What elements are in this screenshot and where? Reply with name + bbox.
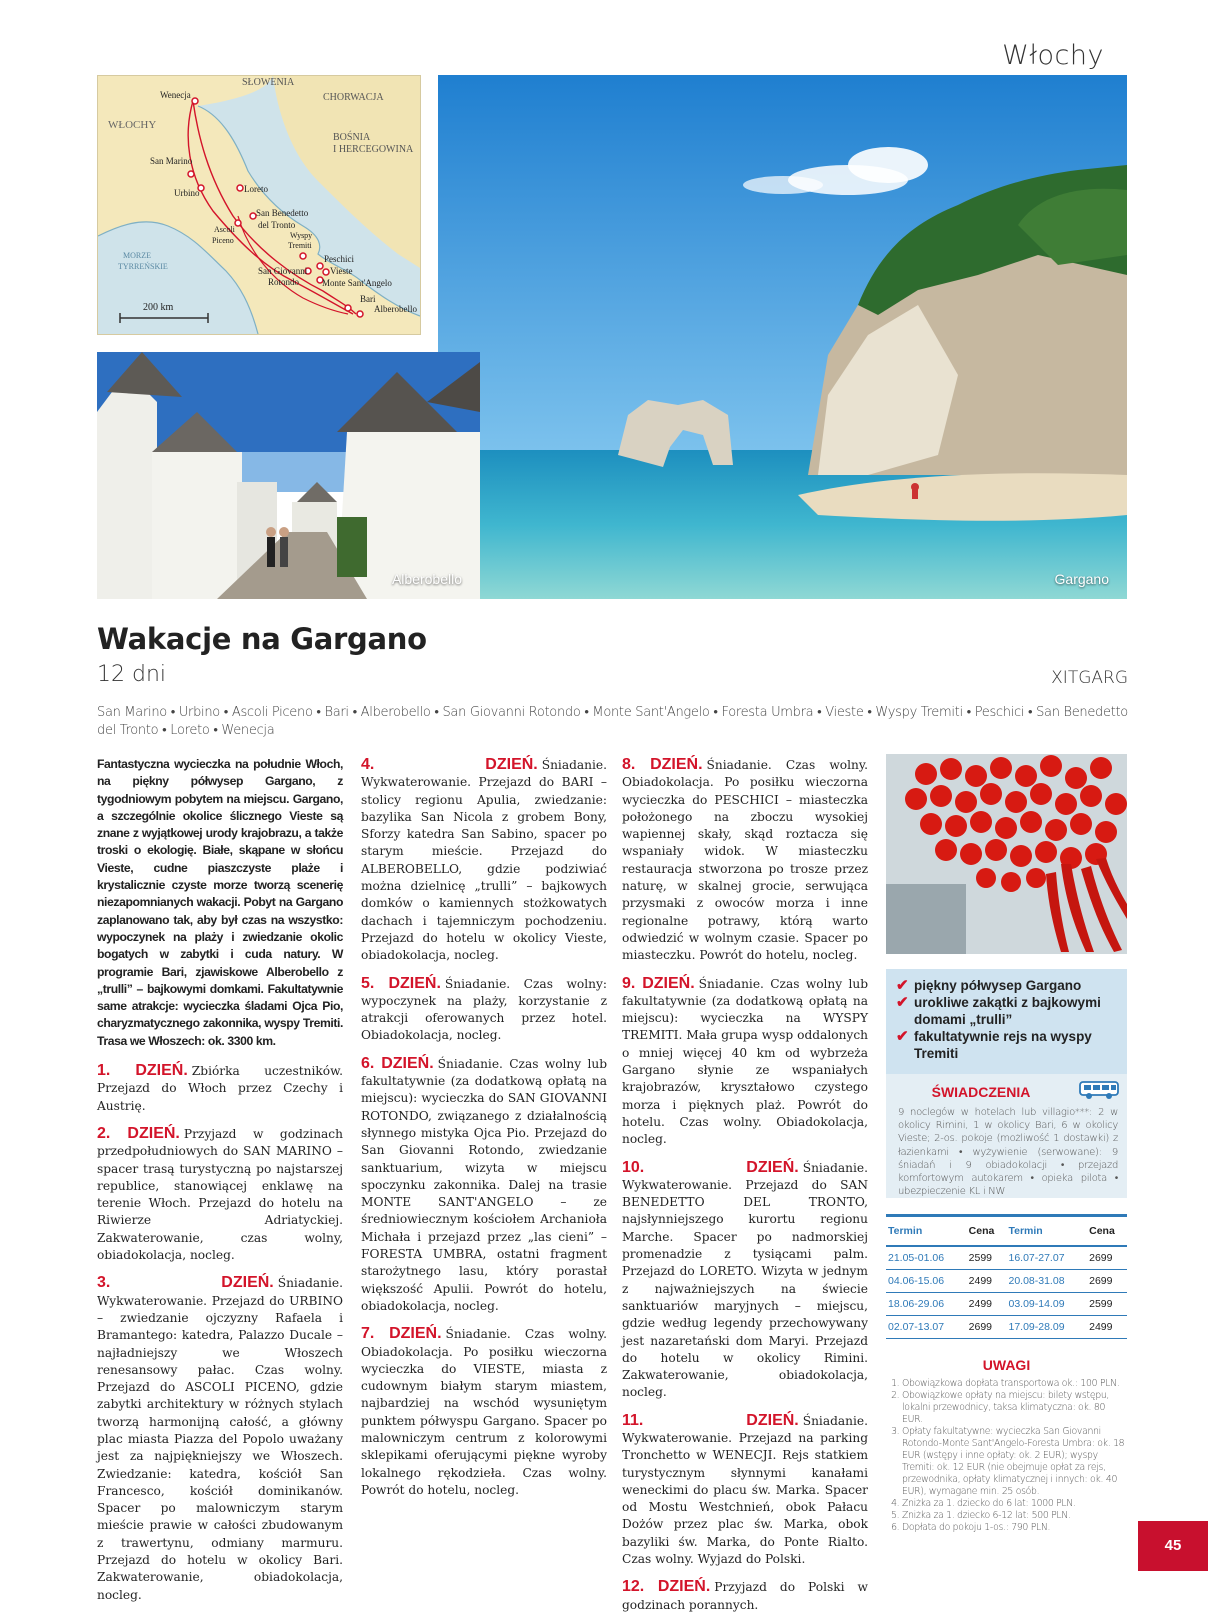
check-icon: ✔ bbox=[896, 1028, 909, 1045]
map-city-wenecja: Wenecja bbox=[160, 90, 191, 100]
table-row bbox=[886, 1316, 1127, 1339]
price-cell: 2699 bbox=[967, 1316, 1007, 1339]
day-8-label: 8. DZIEŃ. bbox=[622, 756, 703, 773]
map-city-monte: Monte Sant'Angelo bbox=[322, 278, 392, 288]
map-label-croatia: CHORWACJA bbox=[323, 92, 384, 103]
day-12-text: Przyjazd do Polski w godzinach porannych. bbox=[622, 1580, 868, 1612]
check-icon: ✔ bbox=[896, 994, 909, 1011]
day-6 bbox=[361, 1055, 607, 1315]
day-8 bbox=[622, 756, 868, 965]
term-cell: 04.06-15.06 bbox=[886, 1270, 967, 1293]
day-2-text: Przyjazd w godzinach przedpołudniowych do SAN MARINO – spacer trasą turystyczną po najstarszej republice, stanowiącej enklawę na terenie Włoch. Przejazd do hotelu na Riwierze Adriatyckiej. Zakwaterowanie, czas wolny, obiadokolacja, nocleg. bbox=[97, 1126, 343, 1263]
price-table bbox=[886, 1214, 1127, 1339]
tour-intro: Fantastyczna wycieczka na południe Włoch, na piękny półwysep Gargano, z tygodniowym pobytem na miejscu. Gargano, a szczególnie okolice ślicznego Vieste są znane z wyjątkowej urody krajobrazu, a także troski o ekologię. Białe, skąpane w słońcu Vieste, cudne piaszczyste plaże i krystalicznie czyste morze tworzą scenerię niezapomnianych wakacji. Pobyt na Gargano zaplanowano tak, aby był czas na wszystko: wypoczynek na plaży i zwiedzanie okolic bogatych w zabytki i cuda natury. W programie Bari, zjawiskowe Alberobello z „trulli” – bajkowymi domkami. Fakultatywnie same atrakcje: wycieczka śladami Ojca Pio, charyzmatycznego zakonnika, wyspy Tremiti. Trasa we Włoszech: ok. 3300 km. bbox=[97, 757, 343, 1048]
day-2 bbox=[97, 1125, 343, 1264]
text-column-3 bbox=[622, 756, 868, 1624]
day-5 bbox=[361, 975, 607, 1045]
alberobello-photo bbox=[97, 352, 480, 599]
note-item: 4. Zniżka za 1. dziecko do 6 lat: 1000 PLN. bbox=[902, 1498, 1127, 1510]
day-1 bbox=[97, 1062, 343, 1115]
day-9-label: 9. DZIEŃ. bbox=[622, 974, 695, 992]
map-label-sea-2: TYRREŃSKIE bbox=[118, 262, 168, 271]
header-term: Termin bbox=[886, 1216, 967, 1247]
map-city-loreto: Loreto bbox=[244, 184, 268, 194]
day-3 bbox=[97, 1274, 343, 1604]
day-7 bbox=[361, 1325, 607, 1499]
day-1-text: Zbiórka uczestników. Przejazd do Włoch przez Czechy i Austrię. bbox=[97, 1064, 343, 1113]
header-price: Cena bbox=[1087, 1216, 1127, 1247]
price-cell: 2599 bbox=[967, 1246, 1007, 1270]
day-5-text: Śniadanie. Czas wolny: wypoczynek na plaży, korzystanie z atrakcji oferowanych przez hotel. Obiadokolacja, nocleg. bbox=[361, 976, 607, 1043]
country-header: Włochy bbox=[1002, 40, 1104, 71]
term-cell: 20.08-31.08 bbox=[1006, 1270, 1087, 1293]
text-column-1 bbox=[97, 756, 343, 1614]
note-item: 1. Obowiązkowa dopłata transportowa ok.: 100 PLN. bbox=[902, 1378, 1127, 1390]
map-city-vieste: Vieste bbox=[330, 266, 353, 276]
day-9 bbox=[622, 975, 868, 1149]
price-cell: 2499 bbox=[967, 1293, 1007, 1316]
day-11-text: Śniadanie. Wykwaterowanie. Przejazd na parking Tronchetto w WENECJI. Rejs statkiem turystycznym słynnymi kanałami weneckimi do placu św. Marka. Spacer od Mostu Westchnień, obok Pałacu Dożów przez plac św. Marka, obok bazyliki św. Marka, do Ponte Rialto. Czas wolny. Wyjazd do Polski. bbox=[622, 1413, 868, 1567]
highlight-item: ✔ urokliwe zakątki z bajkowymi domami „trulli” bbox=[896, 994, 1101, 1027]
page-number: 45 bbox=[1138, 1521, 1208, 1571]
table-row bbox=[886, 1246, 1127, 1270]
day-4-label: 4. DZIEŃ. bbox=[361, 756, 538, 773]
benefits-title: ŚWIADCZENIA bbox=[931, 1084, 1031, 1100]
route-map bbox=[97, 75, 421, 335]
map-scale-label: 200 km bbox=[143, 302, 174, 313]
price-table-header bbox=[886, 1216, 1127, 1247]
alberobello-caption: Alberobello bbox=[391, 571, 462, 587]
map-city-ascoli: Ascoli bbox=[214, 225, 235, 234]
day-7-text: Śniadanie. Czas wolny. Obiadokolacja. Po posiłku wieczorna wycieczka do VIESTE, miasta z cudownym białym starym miastem, najbardziej na wschód wysuniętym punktem półwyspu Gargano. Spacer po malowniczym centrum z kolorowymi sklepikami oferującymi piękne wyroby lokalnego rękodzieła. Czas wolny. Powrót do hotelu, nocleg. bbox=[361, 1327, 608, 1497]
map-city-tremiti: Wyspy bbox=[290, 231, 313, 240]
day-11 bbox=[622, 1412, 868, 1569]
benefits-text: 9 noclegów w hotelach lub villagio***: 2 w okolicy Rimini, 1 w okolicy Bari, 6 w okolicy Vieste; 2-os. pokoje (możliwość 1 dostawki) z łazienkami • wyżywienie (serwowane): 9 śniadań i 9 obiadokolacji • przejazd komfortowym autokarem • opieka pilota • ubezpieczenie KL i NW bbox=[898, 1107, 1118, 1198]
map-label-slovenia: SŁOWENIA bbox=[242, 77, 295, 88]
day-6-text: Śniadanie. Czas wolny lub fakultatywnie (za dodatkową opłatą na miejscu): wycieczka do SAN GIOVANNI ROTONDO, związanego z działalnością słynnego mistyka Ojca Pio. Przejazd do San Giovanni Rotondo, zwiedzanie sanktuarium, wizyta w miejscu spoczynku zakonnika. Dalej na trasie MONTE SANT'ANGELO – ze średniowiecznym kościołem Archanioła Michała i przejazd przez „las cieni” – FORESTA UMBRA, ostatni fragment starożytnego lasu, który porastał większość Apulii. Powrót do hotelu, obiadokolacja, nocleg. bbox=[361, 1056, 608, 1313]
price-cell: 2599 bbox=[1087, 1293, 1127, 1316]
term-cell: 21.05-01.06 bbox=[886, 1246, 967, 1270]
price-cell: 2699 bbox=[1087, 1270, 1127, 1293]
term-cell: 16.07-27.07 bbox=[1006, 1246, 1087, 1270]
day-7-label: 7. DZIEŃ. bbox=[361, 1325, 442, 1343]
map-city-san-giovanni: San Giovanni bbox=[258, 266, 308, 276]
header-price: Cena bbox=[967, 1216, 1007, 1247]
day-3-label: 3. DZIEŃ. bbox=[97, 1274, 274, 1292]
term-cell: 17.09-28.09 bbox=[1006, 1316, 1087, 1339]
text-column-2 bbox=[361, 756, 607, 1509]
price-cell: 2499 bbox=[1087, 1316, 1127, 1339]
tomatoes-photo bbox=[886, 754, 1127, 954]
map-city-alberobello: Alberobello bbox=[374, 304, 417, 314]
day-12-label: 12. DZIEŃ. bbox=[622, 1578, 711, 1596]
map-city-peschici: Peschici bbox=[324, 254, 354, 264]
highlight-item: ✔ piękny półwysep Gargano bbox=[896, 977, 1082, 994]
notes-list bbox=[886, 1378, 1127, 1534]
notes-title: UWAGI bbox=[982, 1357, 1031, 1373]
term-cell: 18.06-29.06 bbox=[886, 1293, 967, 1316]
highlight-item: ✔ fakultatywnie rejs na wyspy Tremiti bbox=[896, 1028, 1092, 1061]
gargano-caption: Gargano bbox=[1054, 571, 1109, 587]
day-11-label: 11. DZIEŃ. bbox=[622, 1411, 799, 1429]
highlights-box bbox=[886, 969, 1127, 1074]
term-cell: 02.07-13.07 bbox=[886, 1316, 967, 1339]
map-label-bosnia-2: I HERCEGOWINA bbox=[333, 144, 414, 155]
map-label-bosnia: BOŚNIA bbox=[333, 132, 371, 143]
term-cell: 03.09-14.09 bbox=[1006, 1293, 1087, 1316]
table-row bbox=[886, 1270, 1127, 1293]
note-item: 6. Dopłata do pokoju 1-os.: 790 PLN. bbox=[902, 1522, 1127, 1534]
map-city-bari: Bari bbox=[360, 294, 376, 304]
day-10-label: 10. DZIEŃ. bbox=[622, 1158, 799, 1176]
note-item: 2. Obowiązkowe opłaty na miejscu: bilety wstępu, lokalni przewodnicy, taksa klimatyczna: ok. 80 EUR. bbox=[902, 1390, 1127, 1426]
day-2-label: 2. DZIEŃ. bbox=[97, 1124, 180, 1142]
map-label-italy: WŁOCHY bbox=[108, 119, 157, 131]
gargano-photo bbox=[438, 75, 1127, 599]
map-city-san-giovanni-2: Rotondo bbox=[268, 277, 300, 287]
note-item: 5. Zniżka za 1. dziecko 6-12 lat: 500 PLN. bbox=[902, 1510, 1127, 1522]
map-city-ascoli-2: Piceno bbox=[212, 236, 234, 245]
price-cell: 2699 bbox=[1087, 1246, 1127, 1270]
note-item: 3. Opłaty fakultatywne: wycieczka San Giovanni Rotondo-Monte Sant'Angelo-Foresta Umbra: ok. 18 EUR (wstępy i inne opłaty: ok. 2 EUR); wyspy Tremiti: ok. 12 EUR (nie obejmuje opłat za rejs, przewodnika, opłaty klimatycznej i innych: ok. 40 EUR), wymagane min. 25 osób. bbox=[902, 1426, 1127, 1498]
check-icon: ✔ bbox=[896, 977, 909, 994]
day-4-text: Śniadanie. Wykwaterowanie. Przejazd do BARI – stolicy regionu Apulia, zwiedzanie: bazylika San Nicola z grobem Bony, Sforzy katedra San Sabino, spacer po starym mieście. Przejazd do ALBEROBELLO, gdzie podziwiać można dzielnicę „trulli” – bajkowych domków o kamiennych stożkowatych dachach i tajemniczym pochodzeniu. Przejazd do hotelu w okolicy Vieste, obiadokolacja, nocleg. bbox=[361, 758, 607, 963]
day-3-text: Śniadanie. Wykwaterowanie. Przejazd do URBINO – zwiedzanie ojczyzny Rafaela i Bramantego: katedra, Palazzo Ducale – najładniejszy we Włoszech renesansowy pałac. Czas wolny. Przejazd do ASCOLI PICENO, gdzie zabytki architektury w różnych stylach tworzą harmonijną całość, a główny plac miasta Piazza del Popolo uważany jest za najpiękniejszy we Włoszech. Zwiedzanie: katedra, kościół San Francesco, kościół dominikanów. Spacer po malowniczym starym mieście prawie w całości zbudowanym z trawertynu, odmiany marmuru. Przejazd do hotelu w okolicy Bari. Zakwaterowanie, obiadokolacja, nocleg. bbox=[97, 1276, 343, 1602]
day-12 bbox=[622, 1578, 868, 1614]
map-city-san-marino: San Marino bbox=[150, 156, 193, 166]
map-city-san-benedetto-2: del Tronto bbox=[258, 220, 296, 230]
map-city-san-benedetto: San Benedetto bbox=[256, 208, 309, 218]
benefits-box bbox=[886, 1074, 1127, 1198]
tour-duration: 12 dni bbox=[97, 662, 167, 687]
map-label-sea: MORZE bbox=[123, 251, 151, 260]
day-10 bbox=[622, 1159, 868, 1402]
day-10-text: Śniadanie. Wykwaterowanie. Przejazd do SAN BENEDETTO DEL TRONTO, najsłynniejszego kurortu regionu Marche. Spacer po nadmorskiej promenadzie z tysiącami palm. Przejazd do LORETO. Wizyta w jednym z najważniejszych na świecie sanktuariów maryjnych – miejscu, gdzie według legendy przechowywany jest nazaretański dom Maryi. Przejazd do hotelu w okolicy Rimini. Zakwaterowanie, obiadokolacja, nocleg. bbox=[622, 1160, 868, 1400]
header-term: Termin bbox=[1006, 1216, 1087, 1247]
day-4 bbox=[361, 756, 607, 965]
bus-icon bbox=[1079, 1080, 1121, 1100]
tour-code: XITGARG bbox=[1051, 668, 1128, 688]
day-6-label: 6. DZIEŃ. bbox=[361, 1054, 434, 1072]
day-9-text: Śniadanie. Czas wolny lub fakultatywnie (za dodatkową opłatą na miejscu): wycieczka na WYSPY TREMITI. Mała grupa wysp oddalonych o mniej więcej 40 km od wybrzeża Gargano słynie ze wspaniałych krajobrazów, kryształowo czystego morza i pięknych plaż. Powrót do hotelu. Czas wolny. Obiadokolacja, nocleg. bbox=[622, 976, 869, 1147]
price-cell: 2499 bbox=[967, 1270, 1007, 1293]
map-city-tremiti-2: Tremiti bbox=[288, 241, 312, 250]
map-city-urbino: Urbino bbox=[174, 188, 200, 198]
tour-route: San Marino • Urbino • Ascoli Piceno • Bari • Alberobello • San Giovanni Rotondo • Monte Sant'Angelo • Foresta Umbra • Vieste • Wyspy Tremiti • Peschici • San Benedetto del Tronto • Loreto • Wenecja bbox=[97, 705, 1128, 738]
tour-title: Wakacje na Gargano bbox=[97, 622, 427, 656]
day-1-label: 1. DZIEŃ. bbox=[97, 1062, 188, 1080]
day-5-label: 5. DZIEŃ. bbox=[361, 974, 441, 992]
table-row bbox=[886, 1293, 1127, 1316]
day-8-text: Śniadanie. Czas wolny. Obiadokolacja. Po posiłku wieczorna wycieczka do PESCHICI – miasteczka położonego na zboczu wysokiej wapiennej skały, skąd roztacza się wspaniały widok. W miasteczku restauracja stworzona po trosze przez naturę, w skalnej grocie, serwująca przysmaki z owoców morza i inne regionalne potrawy, którą warto odwiedzić w wolnym czasie. Spacer po miasteczku. Powrót do hotelu, nocleg. bbox=[622, 758, 869, 963]
